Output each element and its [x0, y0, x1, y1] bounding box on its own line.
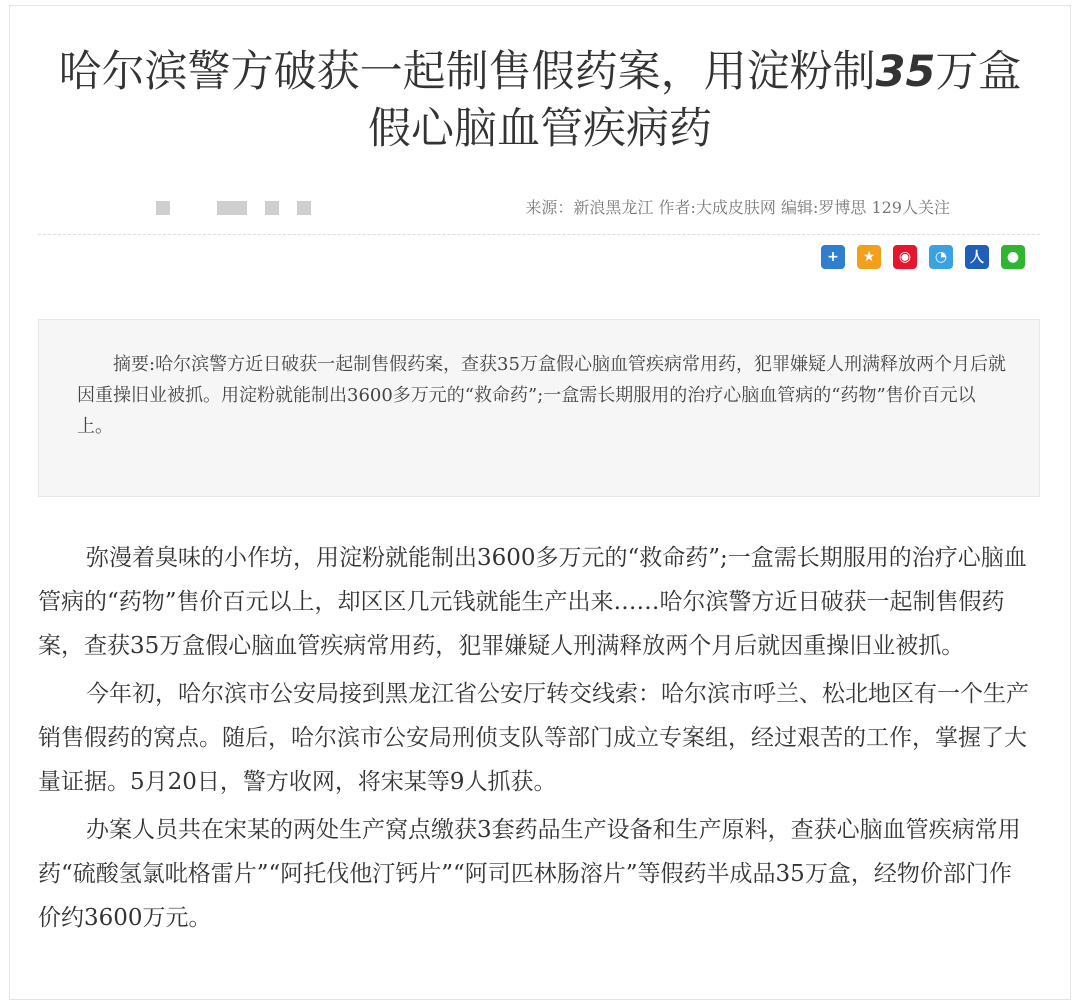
summary-text: 摘要:哈尔滨警方近日破获一起制售假药案，查获35万盒假心脑血管疾病常用药，犯罪嫌疑人刑满释放两个月后就因重操旧业被抓。用淀粉就能制出3600多万元的“救命药”;一盒需长期服用的治疗心脑血管病的“药物”售价百元以上。: [77, 354, 1006, 437]
share-toolbar: [821, 245, 1025, 269]
qq-share-icon[interactable]: ◔: [929, 245, 953, 269]
summary-box: [38, 319, 1040, 497]
plus-share-icon[interactable]: +: [821, 245, 845, 269]
title-line1-part2: 万盒: [935, 47, 1022, 97]
article-body: [38, 536, 1032, 940]
article-meta: 来源：新浪黑龙江 作者:大成皮肤网 编辑:罗博思 129人关注: [525, 198, 950, 217]
body-paragraph: 弥漫着臭味的小作坊，用淀粉就能制出3600多万元的“救命药”;一盒需长期服用的治疗心脑血管病的“药物”售价百元以上，却区区几元钱就能生产出来……哈尔滨警方近日破获一起制售假药案，查获35万盒假心脑血管疾病常用药，犯罪嫌疑人刑满释放两个月后就因重操旧业被抓。: [38, 545, 1027, 659]
weibo-share-icon[interactable]: ◉: [893, 245, 917, 269]
blurred-date-block: [217, 201, 247, 215]
body-paragraph: 今年初，哈尔滨市公安局接到黑龙江省公安厅转交线索：哈尔滨市呼兰、松北地区有一个生产销售假药的窝点。随后，哈尔滨市公安局刑侦支队等部门成立专案组，经过艰苦的工作，掌握了大量证据。5月20日，警方收网，将宋某等9人抓获。: [38, 681, 1029, 795]
blurred-date-block: [156, 201, 170, 215]
title-number: 35: [875, 47, 936, 97]
meta-divider: [38, 234, 1040, 235]
body-paragraph: 办案人员共在宋某的两处生产窝点缴获3套药品生产设备和生产原料，查获心脑血管疾病常用药“硫酸氢氯吡格雷片”“阿托伐他汀钙片”“阿司匹林肠溶片”等假药半成品35万盒，经物价部门作价约3600万元。: [38, 817, 1021, 931]
article-page: [9, 5, 1071, 1000]
title-line2: 假心脑血管疾病药: [368, 104, 712, 154]
blurred-date-block: [297, 201, 311, 215]
qzone-share-icon[interactable]: ★: [857, 245, 881, 269]
title-line1-part1: 哈尔滨警方破获一起制售假药案，用淀粉制: [58, 47, 876, 97]
article-title: [30, 44, 1050, 158]
wechat-share-icon[interactable]: ●: [1001, 245, 1025, 269]
blurred-date-block: [265, 201, 279, 215]
renren-share-icon[interactable]: 人: [965, 245, 989, 269]
